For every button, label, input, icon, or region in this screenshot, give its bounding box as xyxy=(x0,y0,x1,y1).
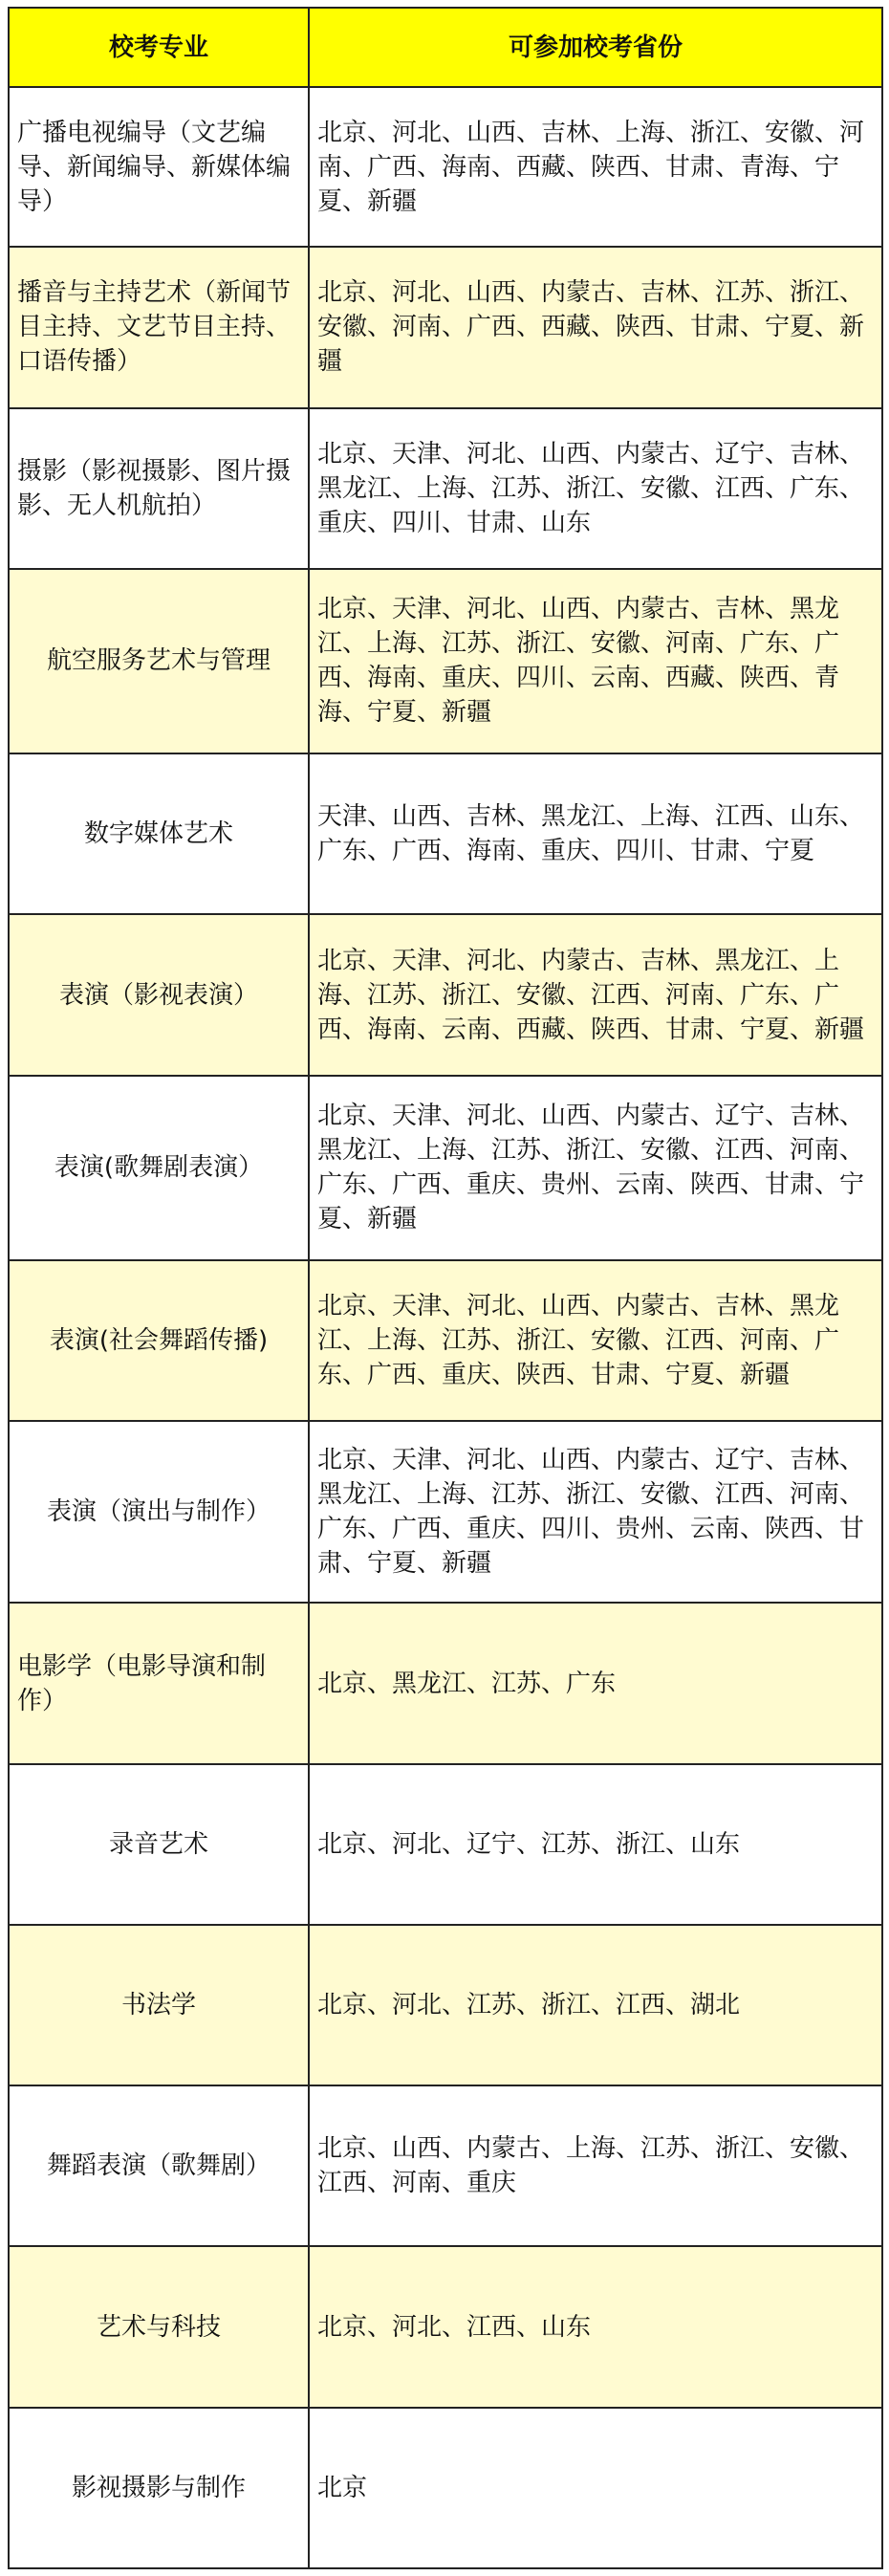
major-cell: 电影学（电影导演和制作） xyxy=(9,1603,309,1763)
table-row xyxy=(9,1076,882,1260)
provinces-cell: 北京、河北、江苏、浙江、江西、湖北 xyxy=(309,1925,882,2085)
major-cell: 表演（影视表演） xyxy=(9,914,309,1075)
major-cell: 摄影（影视摄影、图片摄影、无人机航拍） xyxy=(9,408,309,569)
major-cell: 播音与主持艺术（新闻节目主持、文艺节目主持、口语传播） xyxy=(9,247,309,407)
provinces-cell: 北京、天津、河北、山西、内蒙古、吉林、黑龙江、上海、江苏、浙江、安徽、河南、广东、广西、海南、重庆、四川、云南、西藏、陕西、青海、宁夏、新疆 xyxy=(309,569,882,753)
provinces-cell: 北京、河北、山西、内蒙古、吉林、江苏、浙江、安徽、河南、广西、西藏、陕西、甘肃、宁夏、新疆 xyxy=(309,247,882,407)
major-cell: 艺术与科技 xyxy=(9,2246,309,2407)
provinces-cell: 北京、黑龙江、江苏、广东 xyxy=(309,1603,882,1763)
table-row xyxy=(9,914,882,1075)
provinces-cell: 北京、山西、内蒙古、上海、江苏、浙江、安徽、江西、河南、重庆 xyxy=(309,2085,882,2246)
major-cell: 航空服务艺术与管理 xyxy=(9,569,309,753)
major-cell: 影视摄影与制作 xyxy=(9,2408,309,2568)
table-row xyxy=(9,87,882,247)
major-cell: 书法学 xyxy=(9,1925,309,2085)
table-row xyxy=(9,2408,882,2568)
table-row xyxy=(9,1925,882,2085)
major-cell: 表演(歌舞剧表演） xyxy=(9,1076,309,1260)
exam-province-table xyxy=(8,7,883,2569)
provinces-cell: 北京、天津、河北、山西、内蒙古、吉林、黑龙江、上海、江苏、浙江、安徽、江西、河南、广东、广西、重庆、陕西、甘肃、宁夏、新疆 xyxy=(309,1260,882,1421)
header-major: 校考专业 xyxy=(9,8,309,87)
table-row xyxy=(9,408,882,569)
table-row xyxy=(9,1603,882,1763)
table-row xyxy=(9,1260,882,1421)
provinces-cell: 北京、天津、河北、山西、内蒙古、辽宁、吉林、黑龙江、上海、江苏、浙江、安徽、江西、河南、广东、广西、重庆、四川、贵州、云南、陕西、甘肃、宁夏、新疆 xyxy=(309,1421,882,1603)
provinces-cell: 北京 xyxy=(309,2408,882,2568)
table-row xyxy=(9,1421,882,1603)
table-row xyxy=(9,1764,882,1925)
provinces-cell: 北京、河北、辽宁、江苏、浙江、山东 xyxy=(309,1764,882,1925)
provinces-cell: 北京、河北、江西、山东 xyxy=(309,2246,882,2407)
table-row xyxy=(9,2246,882,2407)
major-cell: 舞蹈表演（歌舞剧） xyxy=(9,2085,309,2246)
major-cell: 表演(社会舞蹈传播) xyxy=(9,1260,309,1421)
provinces-cell: 北京、天津、河北、山西、内蒙古、辽宁、吉林、黑龙江、上海、江苏、浙江、安徽、江西、广东、重庆、四川、甘肃、山东 xyxy=(309,408,882,569)
header-provinces: 可参加校考省份 xyxy=(309,8,882,87)
major-cell: 表演（演出与制作） xyxy=(9,1421,309,1603)
provinces-cell: 北京、天津、河北、山西、内蒙古、辽宁、吉林、黑龙江、上海、江苏、浙江、安徽、江西、河南、广东、广西、重庆、贵州、云南、陕西、甘肃、宁夏、新疆 xyxy=(309,1076,882,1260)
major-cell: 录音艺术 xyxy=(9,1764,309,1925)
table-row xyxy=(9,2085,882,2246)
table-row xyxy=(9,247,882,407)
provinces-cell: 北京、河北、山西、吉林、上海、浙江、安徽、河南、广西、海南、西藏、陕西、甘肃、青海、宁夏、新疆 xyxy=(309,87,882,247)
table-row xyxy=(9,569,882,753)
major-cell: 数字媒体艺术 xyxy=(9,753,309,914)
major-cell: 广播电视编导（文艺编导、新闻编导、新媒体编导） xyxy=(9,87,309,247)
provinces-cell: 北京、天津、河北、内蒙古、吉林、黑龙江、上海、江苏、浙江、安徽、江西、河南、广东、广西、海南、云南、西藏、陕西、甘肃、宁夏、新疆 xyxy=(309,914,882,1075)
table-header-row xyxy=(9,8,882,87)
provinces-cell: 天津、山西、吉林、黑龙江、上海、江西、山东、广东、广西、海南、重庆、四川、甘肃、宁夏 xyxy=(309,753,882,914)
table-row xyxy=(9,753,882,914)
